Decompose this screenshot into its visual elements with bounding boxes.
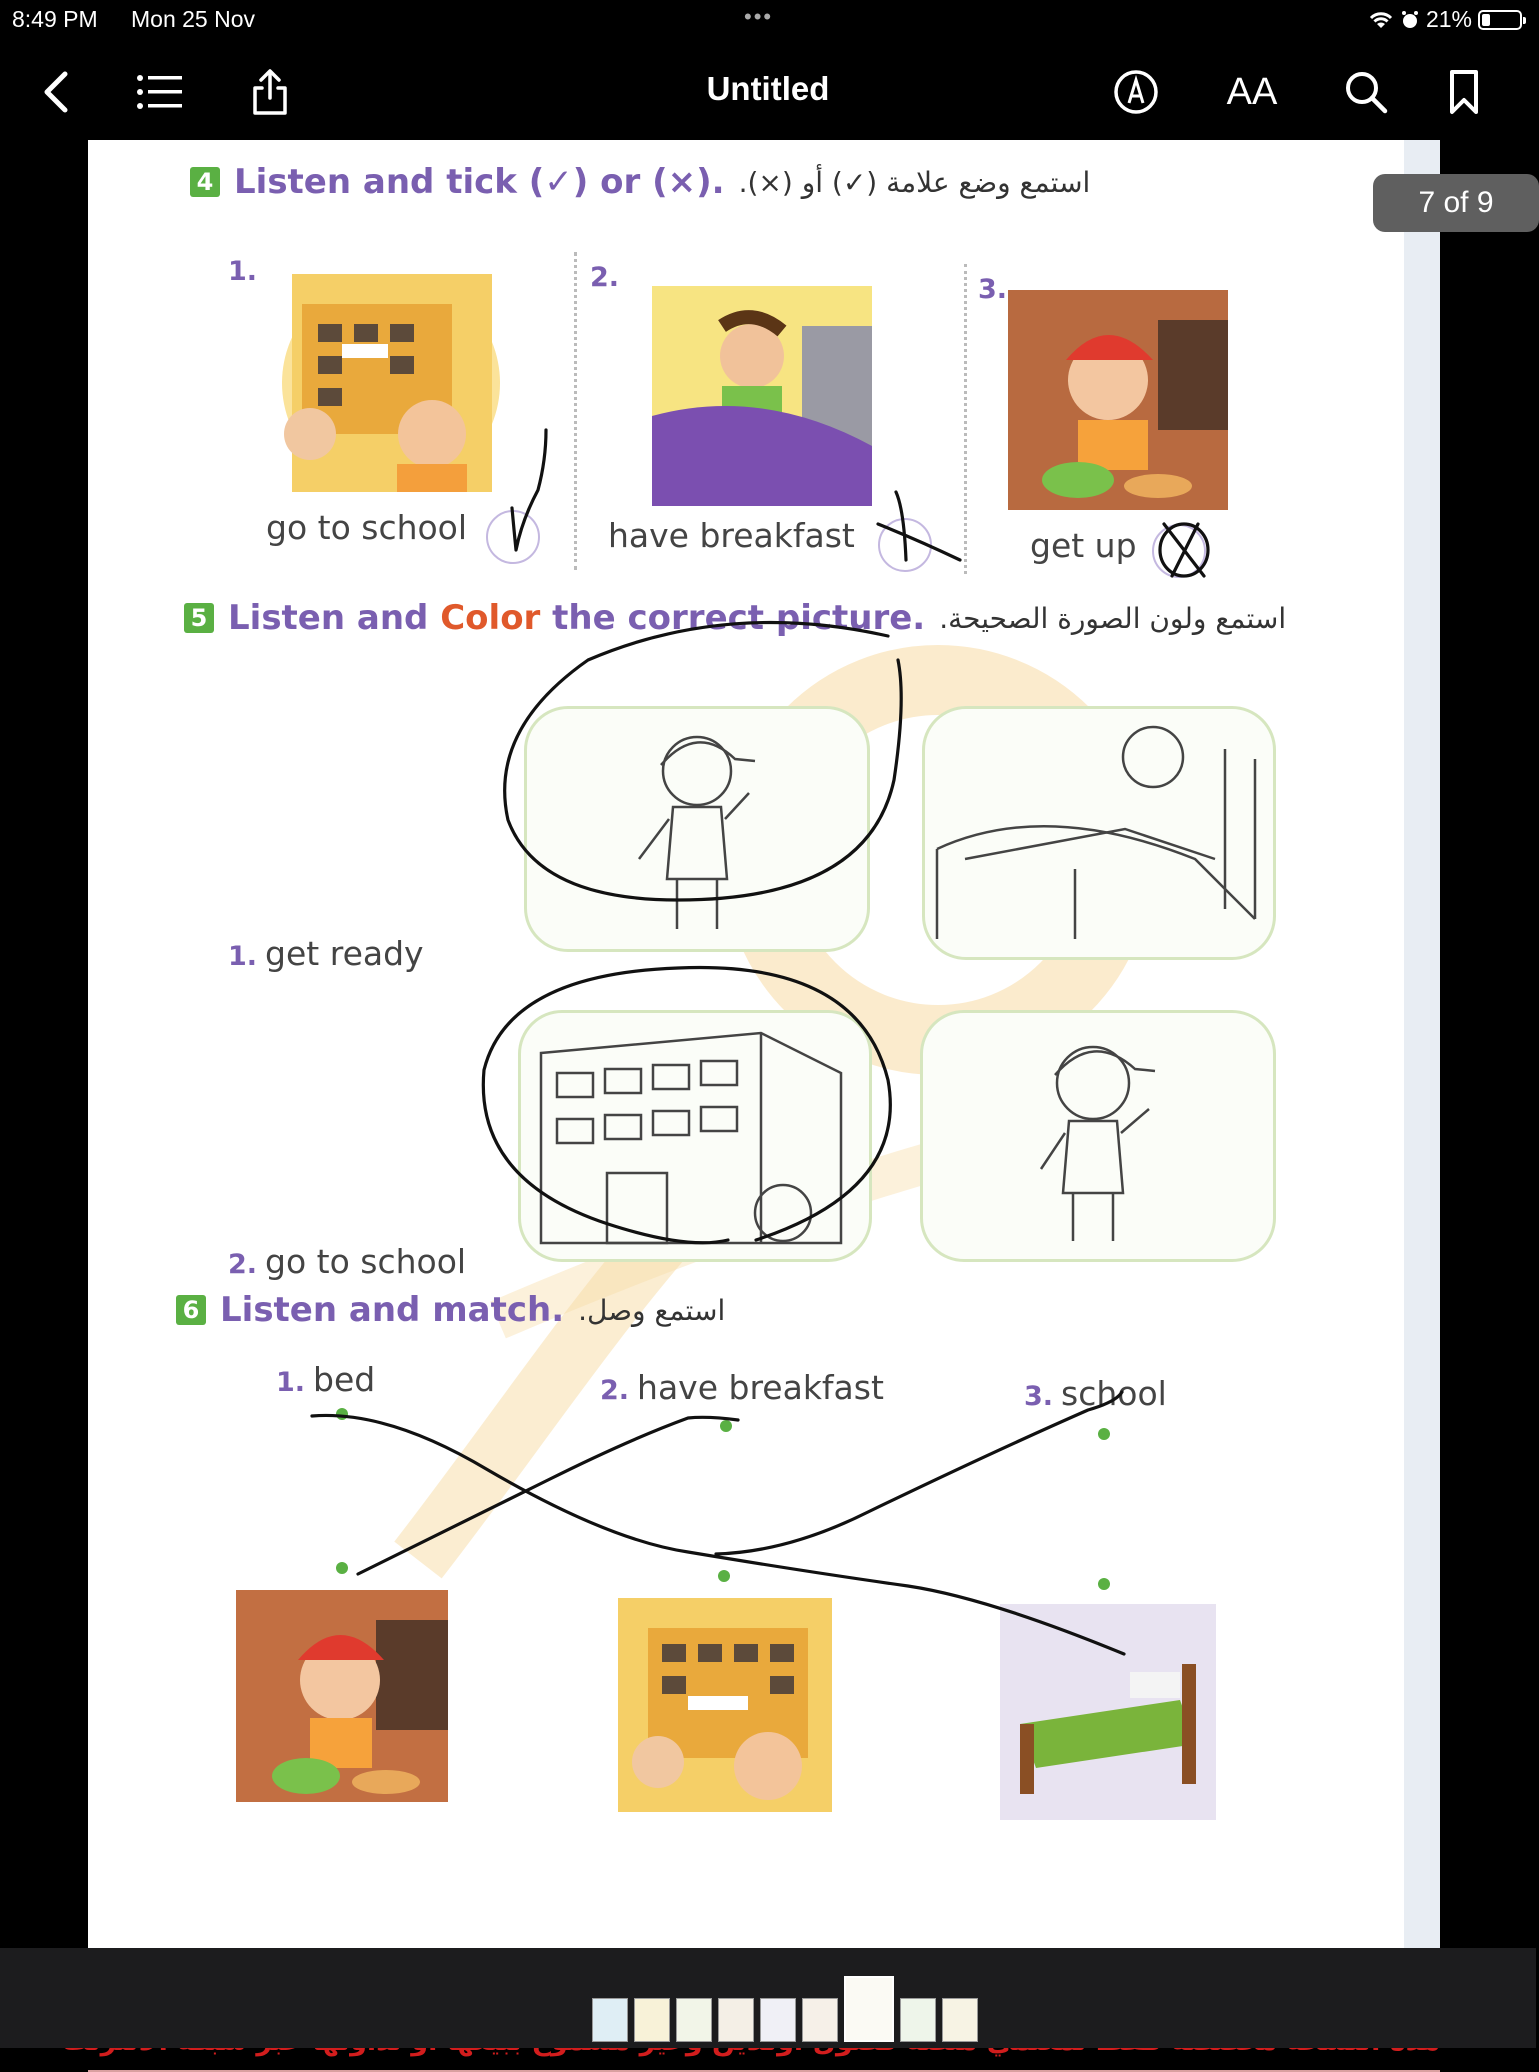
section-title-arabic: استمع وضع علامة (✓) أو (×). bbox=[738, 165, 1091, 199]
page-thumbnail[interactable] bbox=[634, 1998, 670, 2042]
reader-toolbar bbox=[0, 40, 1536, 140]
page-thumbnail[interactable] bbox=[900, 1998, 936, 2042]
bed-picture bbox=[1000, 1604, 1216, 1820]
item-label bbox=[228, 934, 424, 973]
page-edge bbox=[1404, 140, 1440, 1948]
section-title-arabic: استمع ولون الصورة الصحيحة. bbox=[939, 601, 1287, 635]
battery-percent: 21% bbox=[1425, 6, 1472, 32]
section-6-heading bbox=[176, 1290, 725, 1330]
item-index: 1. bbox=[276, 1367, 306, 1398]
thumbnail-strip bbox=[592, 1976, 978, 2042]
item-text: get ready bbox=[265, 934, 424, 973]
page-thumbnail[interactable] bbox=[718, 1998, 754, 2042]
page-thumbnail[interactable] bbox=[676, 1998, 712, 2042]
item-index: 2. bbox=[228, 1249, 258, 1280]
item-index: 2. bbox=[590, 262, 620, 293]
title-color-word: Color bbox=[440, 598, 541, 638]
bookmark-icon[interactable] bbox=[1436, 64, 1492, 120]
item-label bbox=[600, 1368, 884, 1407]
match-dot[interactable] bbox=[336, 1408, 348, 1420]
page-thumbnail[interactable] bbox=[802, 1998, 838, 2042]
wifi-icon bbox=[1368, 10, 1394, 30]
section-title bbox=[228, 598, 925, 638]
item-label: have breakfast bbox=[608, 516, 855, 555]
waking-up-picture bbox=[652, 286, 872, 506]
match-dot[interactable] bbox=[718, 1570, 730, 1582]
breakfast-picture bbox=[236, 1590, 448, 1802]
picture-frame-school[interactable] bbox=[518, 1010, 872, 1262]
school-picture bbox=[618, 1598, 832, 1812]
item-index: 1. bbox=[228, 256, 258, 287]
title-part: Listen and bbox=[228, 598, 441, 638]
alarm-icon bbox=[1400, 10, 1420, 30]
title-part: the correct picture. bbox=[540, 598, 926, 638]
page-thumbnail[interactable] bbox=[760, 1998, 796, 2042]
battery-icon bbox=[1478, 10, 1522, 30]
tick-box[interactable] bbox=[1152, 524, 1206, 578]
match-dot[interactable] bbox=[1098, 1578, 1110, 1590]
section-title: Listen and tick (✓) or (×). bbox=[234, 162, 725, 202]
tick-box[interactable] bbox=[878, 518, 932, 572]
section-5-heading bbox=[184, 598, 1286, 638]
item-index: 1. bbox=[228, 941, 258, 972]
page-thumbnail-current[interactable] bbox=[844, 1976, 894, 2042]
item-text: have breakfast bbox=[637, 1368, 884, 1407]
picture-frame-boy-ready[interactable] bbox=[524, 706, 870, 952]
section-number-badge: 4 bbox=[190, 167, 220, 197]
match-dot[interactable] bbox=[1098, 1428, 1110, 1440]
item-text: bed bbox=[313, 1360, 376, 1399]
eating-picture bbox=[1008, 290, 1228, 510]
section-title: Listen and match. bbox=[220, 1290, 565, 1330]
document-title: Untitled bbox=[706, 70, 830, 107]
item-label bbox=[1024, 1374, 1167, 1413]
status-time: 8:49 PM bbox=[12, 6, 98, 32]
match-dot[interactable] bbox=[720, 1420, 732, 1432]
picture-frame-boy-sleeping[interactable] bbox=[922, 706, 1276, 960]
item-text: go to school bbox=[265, 1242, 467, 1281]
search-icon[interactable] bbox=[1338, 64, 1394, 120]
section-number-badge: 6 bbox=[176, 1295, 206, 1325]
match-dot[interactable] bbox=[336, 1562, 348, 1574]
item-text: school bbox=[1061, 1374, 1167, 1413]
page-thumbnail[interactable] bbox=[942, 1998, 978, 2042]
status-bar bbox=[0, 0, 1536, 40]
divider bbox=[964, 264, 967, 574]
item-index: 3. bbox=[1024, 1381, 1054, 1412]
text-size-icon[interactable] bbox=[1224, 64, 1280, 120]
item-index: 2. bbox=[600, 1375, 630, 1406]
item-label: get up bbox=[1030, 526, 1137, 565]
section-title-arabic: استمع وصل. bbox=[578, 1293, 726, 1327]
text-size-label: AA bbox=[1226, 70, 1278, 113]
picture-frame-boy-ready-2[interactable] bbox=[920, 1010, 1276, 1262]
page-counter: 7 of 9 bbox=[1373, 174, 1539, 232]
school-picture bbox=[282, 274, 500, 492]
markup-icon[interactable] bbox=[1108, 64, 1164, 120]
section-4-heading bbox=[190, 162, 1090, 202]
item-label bbox=[228, 1242, 466, 1281]
item-label bbox=[276, 1360, 375, 1399]
status-date: Mon 25 Nov bbox=[131, 6, 256, 32]
divider bbox=[574, 252, 577, 570]
item-label: go to school bbox=[266, 508, 468, 547]
section-number-badge: 5 bbox=[184, 603, 214, 633]
tick-box[interactable] bbox=[486, 510, 540, 564]
multitasking-dots-icon[interactable]: ••• bbox=[744, 4, 774, 29]
item-index: 3. bbox=[978, 274, 1008, 305]
document-page[interactable] bbox=[88, 140, 1440, 1948]
page-thumbnail[interactable] bbox=[592, 1998, 628, 2042]
